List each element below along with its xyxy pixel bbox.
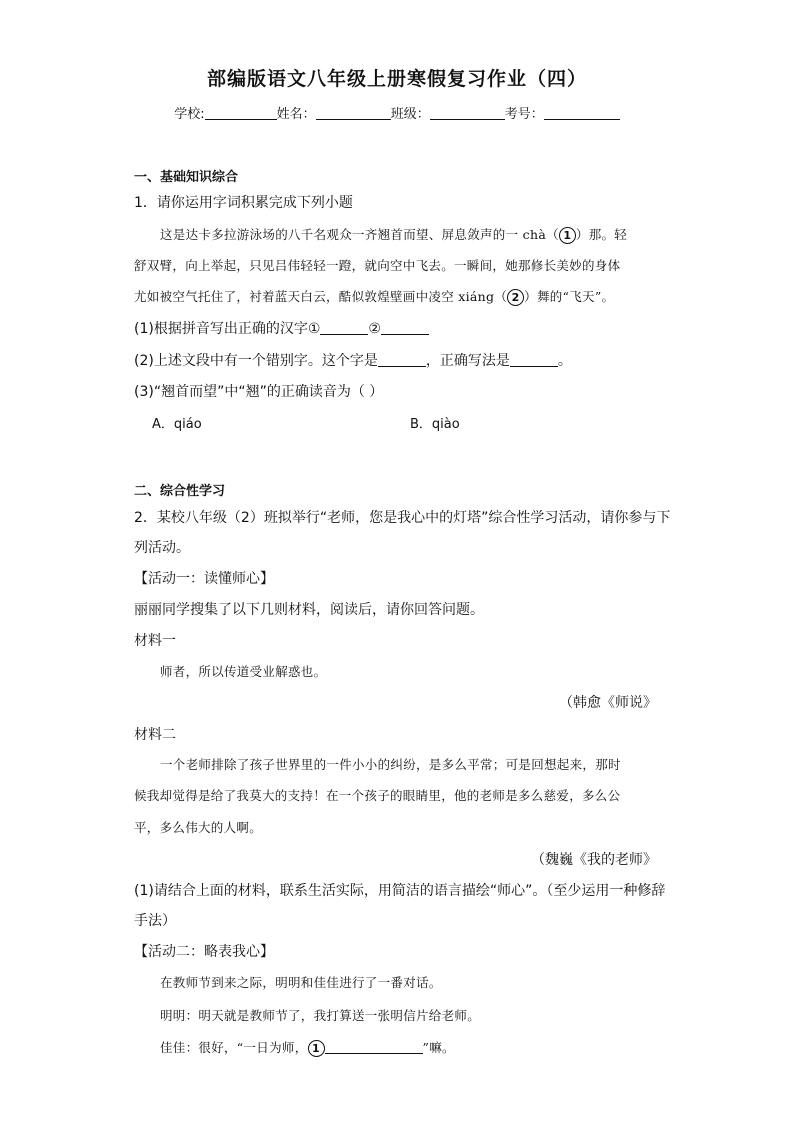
sub-question-3: (3)“翘首而望”中“翘”的正确读音为（ ） <box>134 384 384 400</box>
class-label: 班级： <box>390 107 430 122</box>
passage-l1-text-b: ）那。轻 <box>575 227 628 242</box>
class-blank[interactable] <box>430 105 505 120</box>
material-2-line-1: 一个老师排除了孩子世界里的一件小小的纠纷，是多么平常；可是回想起来，那时 <box>160 757 621 772</box>
dialogue-jiajia-text-a: 佳佳：很好，“一日为师， <box>160 1040 308 1055</box>
sub1-text-b: ② <box>368 321 381 337</box>
sub1-text-a: (1)根据拼音写出正确的汉字① <box>134 321 321 337</box>
material-1-label: 材料一 <box>134 633 176 649</box>
material-1-source: （韩愈《师说》 <box>559 695 657 711</box>
passage-line-1 <box>160 225 627 244</box>
sub2-text-b: ，正确写法是 <box>425 353 510 369</box>
passage-line-3 <box>134 287 614 306</box>
material-2-label: 材料二 <box>134 727 176 743</box>
number-label: 考号： <box>504 107 544 122</box>
school-blank[interactable] <box>205 105 277 120</box>
school-label: 学校: <box>174 107 205 122</box>
circle-number-1: 1 <box>308 1040 325 1057</box>
sub2-text-c: 。 <box>557 353 572 369</box>
dialogue-jiajia-text-b: ”嘛。 <box>422 1040 455 1055</box>
name-label: 姓名： <box>276 107 316 122</box>
material-2-line-2: 候我却觉得是给了我莫大的支持！在一个孩子的眼睛里，他的老师是多么慈爱，多么公 <box>134 788 621 803</box>
q2-stem-line-2: 列活动。 <box>134 540 190 556</box>
student-info-line <box>0 103 794 122</box>
material-2-line-3: 平，多么伟大的人啊。 <box>134 820 263 835</box>
dialogue-mingming: 明明：明天就是教师节了，我打算送一张明信片给老师。 <box>160 1008 481 1023</box>
answer-blank-wrong-char[interactable] <box>378 352 426 367</box>
passage-l1-text-a: 这是达卡多拉游泳场的八千名观众一齐翘首而望、屏息敛声的一 chà（ <box>160 227 559 242</box>
dialogue-intro: 在教师节到来之际，明明和佳佳进行了一番对话。 <box>160 975 442 990</box>
option-a[interactable]: A．qiáo <box>152 417 202 432</box>
activity-1-sub-question-line-2: 手法） <box>134 913 176 929</box>
passage-l3-text-a: 尤如被空气托住了，衬着蓝天白云，酷似敦煌壁画中凌空 xiáng（ <box>134 289 508 304</box>
q1-stem: 1．请你运用字词积累完成下列小题 <box>134 195 353 211</box>
name-blank[interactable] <box>316 105 391 120</box>
materials-intro: 丽丽同学搜集了以下几则材料，阅读后，请你回答问题。 <box>134 602 484 618</box>
activity-1-heading: 【活动一：读懂师心】 <box>134 571 274 587</box>
answer-blank-2[interactable] <box>381 320 429 335</box>
section2-heading: 二、综合性学习 <box>134 484 226 499</box>
sub-question-1 <box>134 318 429 338</box>
activity-2-heading: 【活动二：略表我心】 <box>134 944 274 960</box>
sub-question-2 <box>134 350 572 370</box>
answer-blank-correct-char[interactable] <box>510 352 558 367</box>
passage-line-2: 舒双臂，向上举起，只见吕伟轻轻一蹬，就向空中飞去。一瞬间，她那修长美妙的身体 <box>134 258 621 273</box>
answer-blank-proverb[interactable] <box>325 1039 423 1054</box>
dialogue-jiajia <box>160 1038 455 1057</box>
circle-number-2: 2 <box>507 289 524 306</box>
section1-heading: 一、基础知识综合 <box>134 170 239 185</box>
activity-1-sub-question-line-1: (1)请结合上面的材料，联系生活实际，用简洁的语言描绘“师心”。（至少运用一种修辞 <box>134 883 666 899</box>
passage-l3-text-b: ）舞的“飞天”。 <box>524 289 615 304</box>
sub2-text-a: (2)上述文段中有一个错别字。这个字是 <box>134 353 378 369</box>
material-1-text: 师者，所以传道受业解惑也。 <box>160 664 327 679</box>
material-2-source: （魏巍《我的老师》 <box>531 852 657 868</box>
answer-blank-1[interactable] <box>320 320 368 335</box>
q2-stem-line-1: 2．某校八年级（2）班拟举行“老师，您是我心中的灯塔”综合性学习活动，请你参与下 <box>134 510 671 526</box>
option-b[interactable]: B．qiào <box>410 417 460 432</box>
circle-number-1: 1 <box>559 227 576 244</box>
page-title: 部编版语文八年级上册寒假复习作业（四） <box>206 68 587 90</box>
number-blank[interactable] <box>544 105 620 120</box>
